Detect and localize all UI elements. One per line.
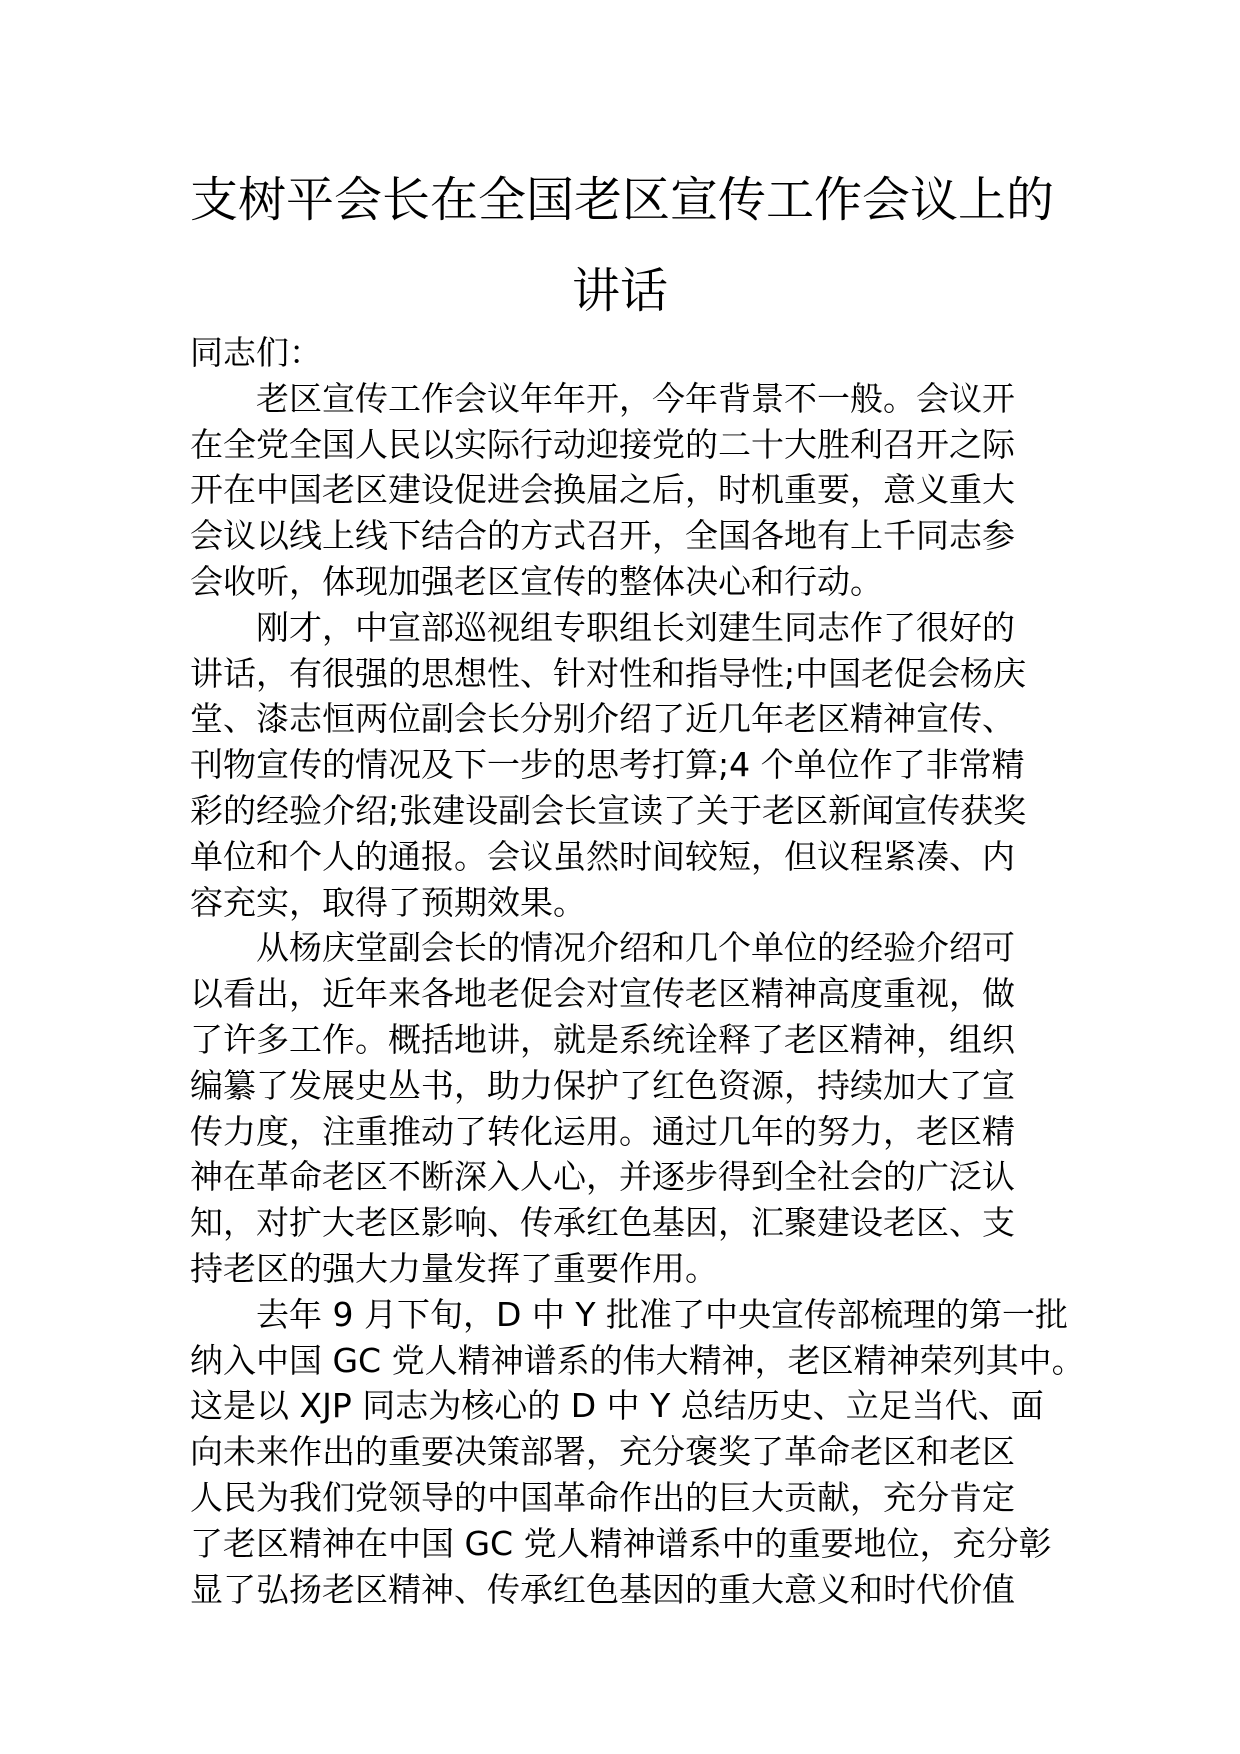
paragraph-line: 从杨庆堂副会长的情况介绍和几个单位的经验介绍可 xyxy=(256,928,1015,968)
document-title-line-2: 讲话 xyxy=(571,263,668,319)
paragraph-line: 传力度，注重推动了转化运用。通过几年的努力，老区精 xyxy=(190,1111,1015,1151)
paragraph-line: 以看出，近年来各地老促会对宣传老区精神高度重视，做 xyxy=(190,974,1015,1014)
paragraph-line: 刊物宣传的情况及下一步的思考打算;4 个单位作了非常精 xyxy=(190,745,1025,785)
paragraph-line: 老区宣传工作会议年年开，今年背景不一般。会议开 xyxy=(256,378,1015,418)
paragraph-line: 编纂了发展史丛书，助力保护了红色资源，持续加大了宣 xyxy=(190,1065,1015,1105)
paragraph-line: 知，对扩大老区影响、传承红色基因，汇聚建设老区、支 xyxy=(190,1203,1015,1243)
paragraph-line: 彩的经验介绍;张建设副会长宣读了关于老区新闻宣传获奖 xyxy=(190,790,1027,830)
paragraph-line: 单位和个人的通报。会议虽然时间较短，但议程紧凑、内 xyxy=(190,836,1015,876)
paragraph-line: 刚才，中宣部巡视组专职组长刘建生同志作了很好的 xyxy=(256,607,1015,647)
paragraph-line: 向未来作出的重要决策部署，充分褒奖了革命老区和老区 xyxy=(190,1432,1015,1472)
paragraph-line: 显了弘扬老区精神、传承红色基因的重大意义和时代价值 xyxy=(190,1569,1015,1609)
paragraph-line: 神在革命老区不断深入人心，并逐步得到全社会的广泛认 xyxy=(190,1157,1015,1197)
paragraph-line: 了许多工作。概括地讲，就是系统诠释了老区精神，组织 xyxy=(190,1019,1015,1059)
paragraph-line: 容充实，取得了预期效果。 xyxy=(190,882,586,922)
paragraph-line: 讲话，有很强的思想性、针对性和指导性;中国老促会杨庆 xyxy=(190,653,1027,693)
paragraph-line: 持老区的强大力量发挥了重要作用。 xyxy=(190,1248,718,1288)
greeting: 同志们： xyxy=(190,333,322,372)
paragraph-line: 这是以 XJP 同志为核心的 D 中 Y 总结历史、立足当代、面 xyxy=(190,1386,1044,1426)
paragraph-line: 了老区精神在中国 GC 党人精神谱系中的重要地位，充分彰 xyxy=(190,1523,1052,1563)
paragraph-line: 人民为我们党领导的中国革命作出的巨大贡献，充分肯定 xyxy=(190,1477,1015,1517)
paragraph-line: 会议以线上线下结合的方式召开，全国各地有上千同志参 xyxy=(190,516,1015,556)
paragraph-line: 堂、漆志恒两位副会长分别介绍了近几年老区精神宣传、 xyxy=(190,699,1015,739)
document-body xyxy=(190,330,1085,1612)
paragraph-line: 去年 9 月下旬，D 中 Y 批准了中央宣传部梳理的第一批 xyxy=(256,1294,1069,1334)
paragraph-line: 在全党全国人民以实际行动迎接党的二十大胜利召开之际 xyxy=(190,424,1015,464)
paragraph-line: 纳入中国 GC 党人精神谱系的伟大精神，老区精神荣列其中。 xyxy=(190,1340,1085,1380)
paragraph-line: 会收听，体现加强老区宣传的整体决心和行动。 xyxy=(190,561,883,601)
paragraph-line: 开在中国老区建设促进会换届之后，时机重要，意义重大 xyxy=(190,470,1015,510)
document-title-line-1: 支树平会长在全国老区宣传工作会议上的 xyxy=(190,172,1055,228)
